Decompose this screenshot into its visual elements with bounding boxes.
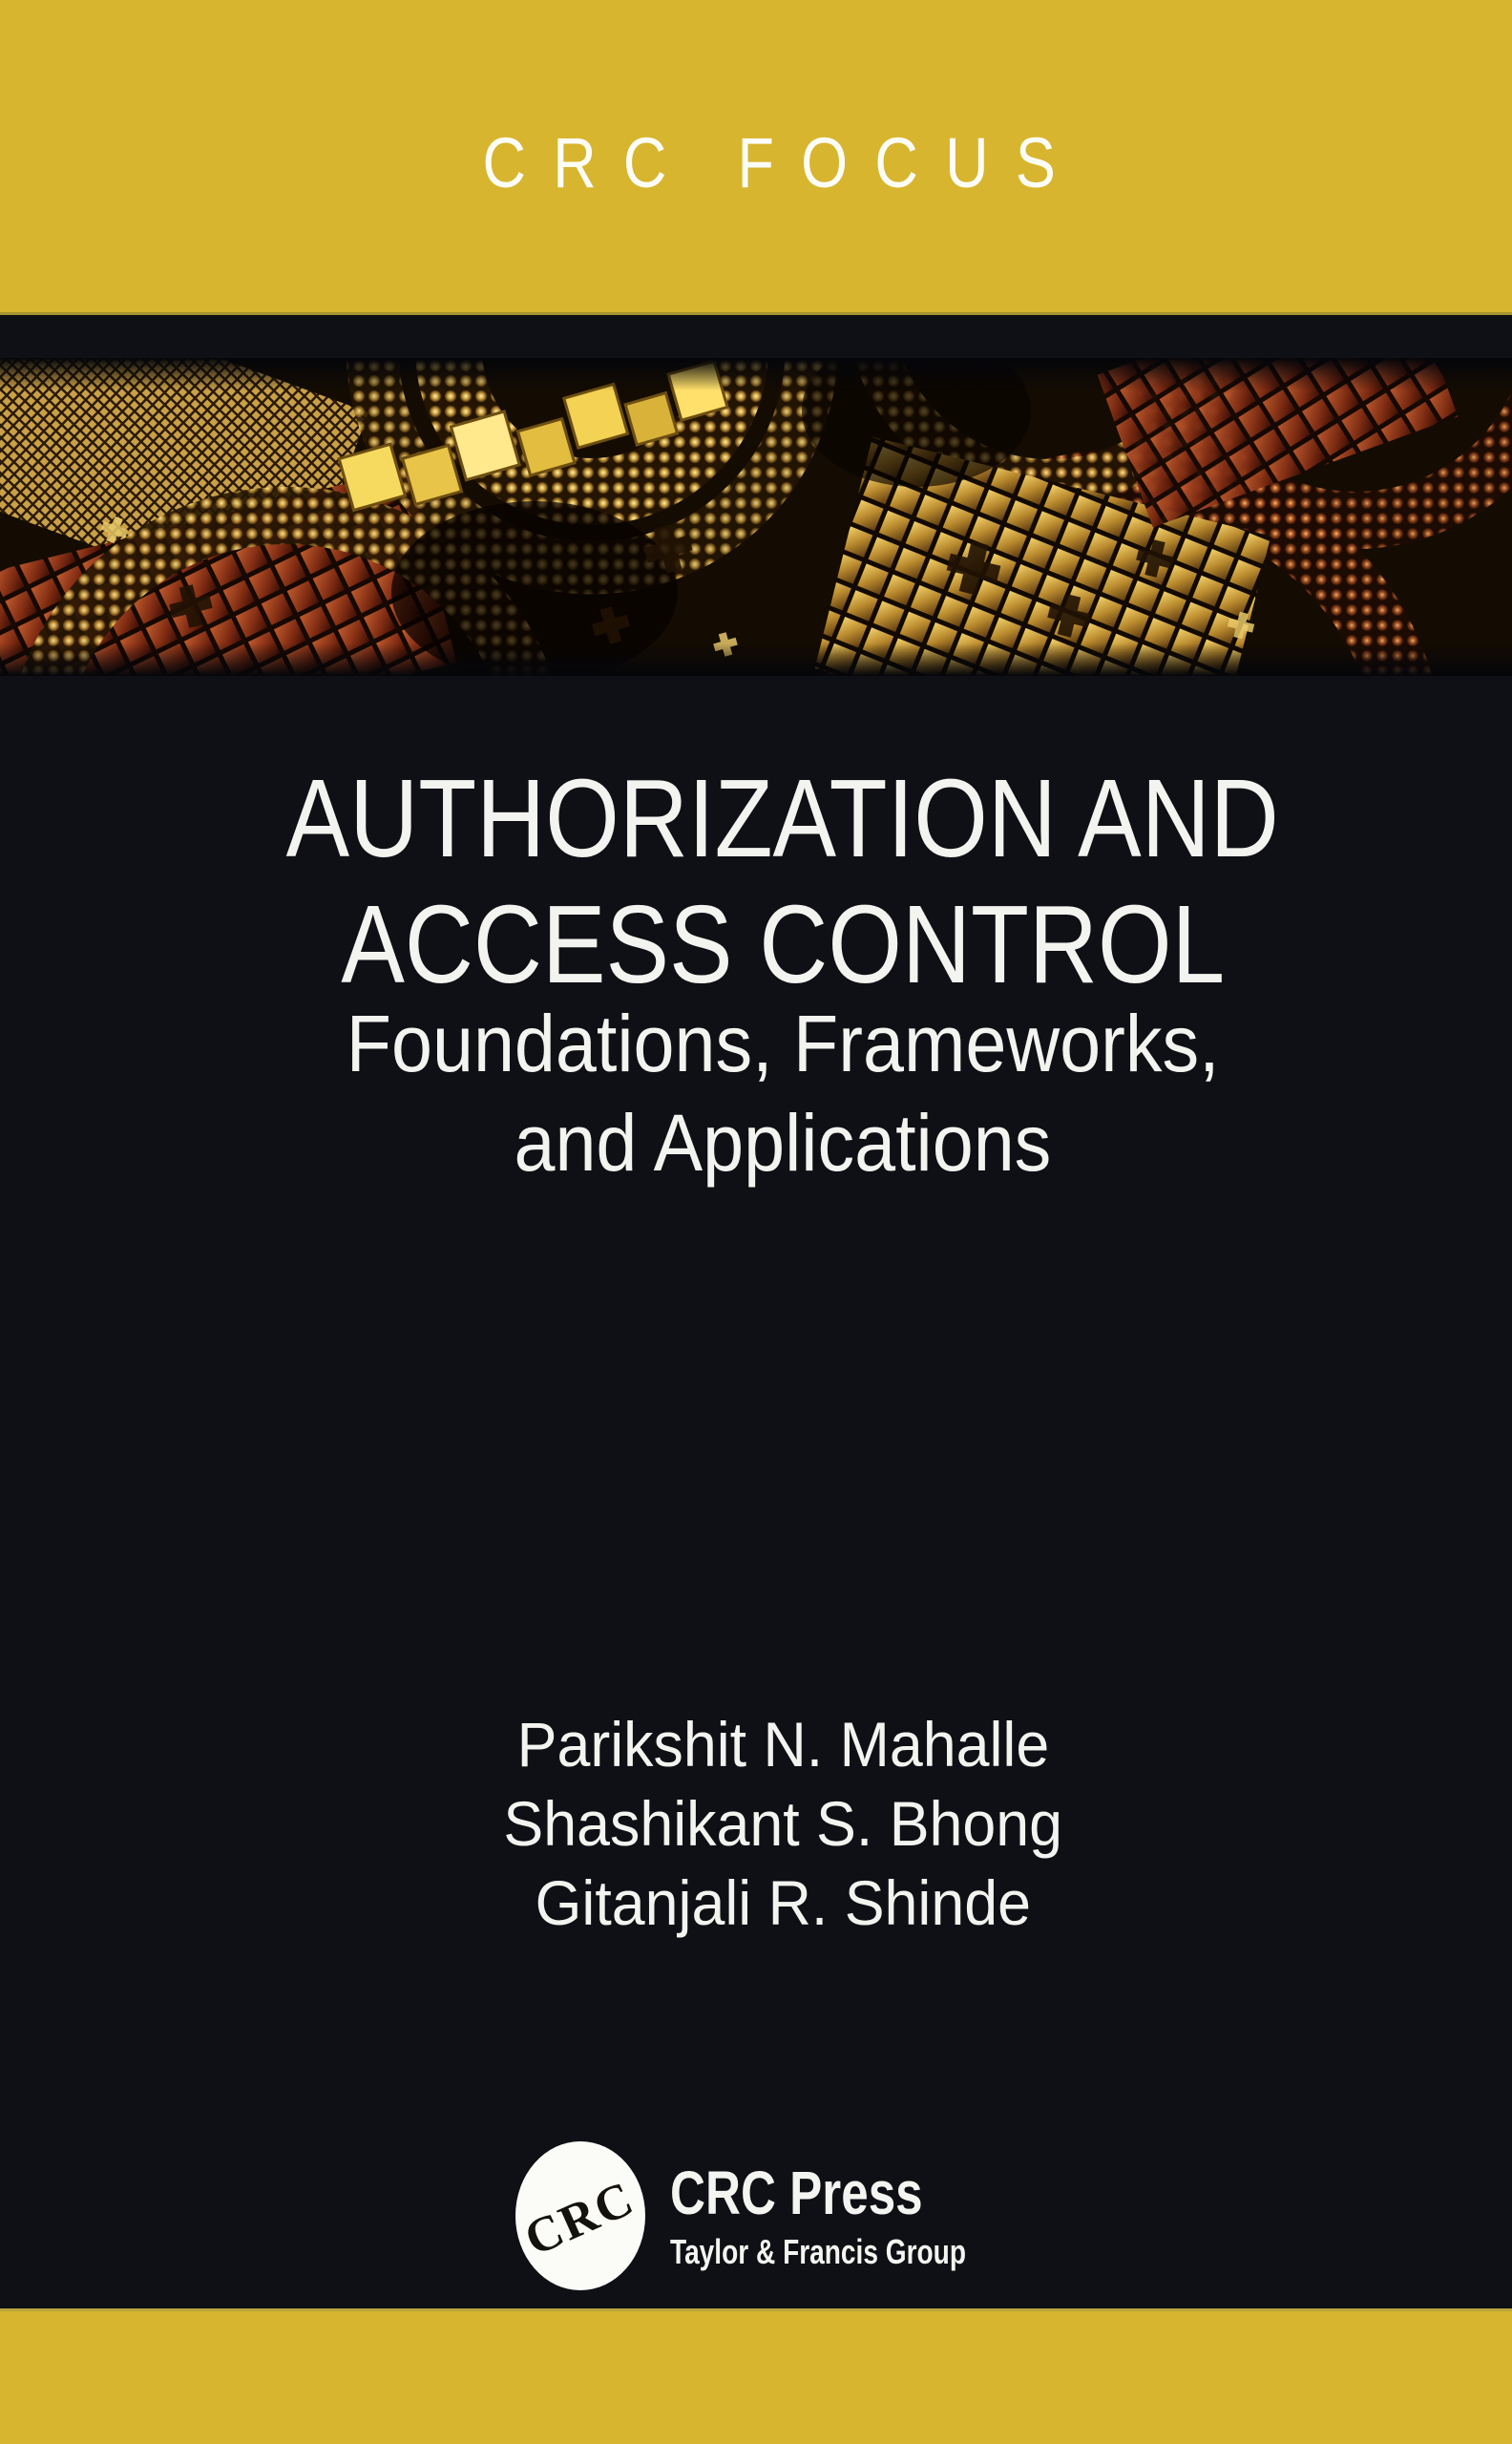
cover-art bbox=[0, 358, 1512, 676]
author-1 bbox=[27, 1705, 1512, 1784]
crc-logo-badge bbox=[515, 2141, 645, 2290]
series-title-text: CRC FOCUS bbox=[482, 123, 1083, 202]
publisher-tagline: Taylor & Francis Group bbox=[670, 2232, 967, 2271]
author-3 bbox=[27, 1864, 1512, 1943]
title-line-1 bbox=[27, 755, 1512, 881]
author-list bbox=[27, 1705, 1512, 1943]
subtitle-line-1 bbox=[27, 994, 1512, 1093]
subtitle-line-2-text: and Applications bbox=[514, 1098, 1052, 1188]
publisher-text bbox=[670, 2159, 1049, 2271]
publisher-name: CRC Press bbox=[670, 2159, 923, 2227]
book-title bbox=[27, 755, 1512, 1007]
series-title bbox=[27, 122, 1512, 203]
subtitle-line-1-text: Foundations, Frameworks, bbox=[346, 999, 1220, 1088]
author-2-text: Shashikant S. Bhong bbox=[503, 1788, 1062, 1859]
bottom-band bbox=[0, 2308, 1512, 2444]
crc-monogram: CRC bbox=[516, 2170, 643, 2266]
title-line-2-text: ACCESS CONTROL bbox=[341, 882, 1225, 1006]
title-line-2 bbox=[27, 881, 1512, 1007]
author-3-text: Gitanjali R. Shinde bbox=[535, 1867, 1031, 1938]
publisher-logo bbox=[27, 2141, 1512, 2290]
author-2 bbox=[27, 1784, 1512, 1864]
title-line-1-text: AUTHORIZATION AND bbox=[285, 756, 1280, 880]
cover-art-graphic bbox=[0, 358, 1512, 676]
subtitle-line-2 bbox=[27, 1093, 1512, 1192]
book-subtitle bbox=[27, 994, 1512, 1192]
author-1-text: Parikshit N. Mahalle bbox=[516, 1709, 1049, 1780]
